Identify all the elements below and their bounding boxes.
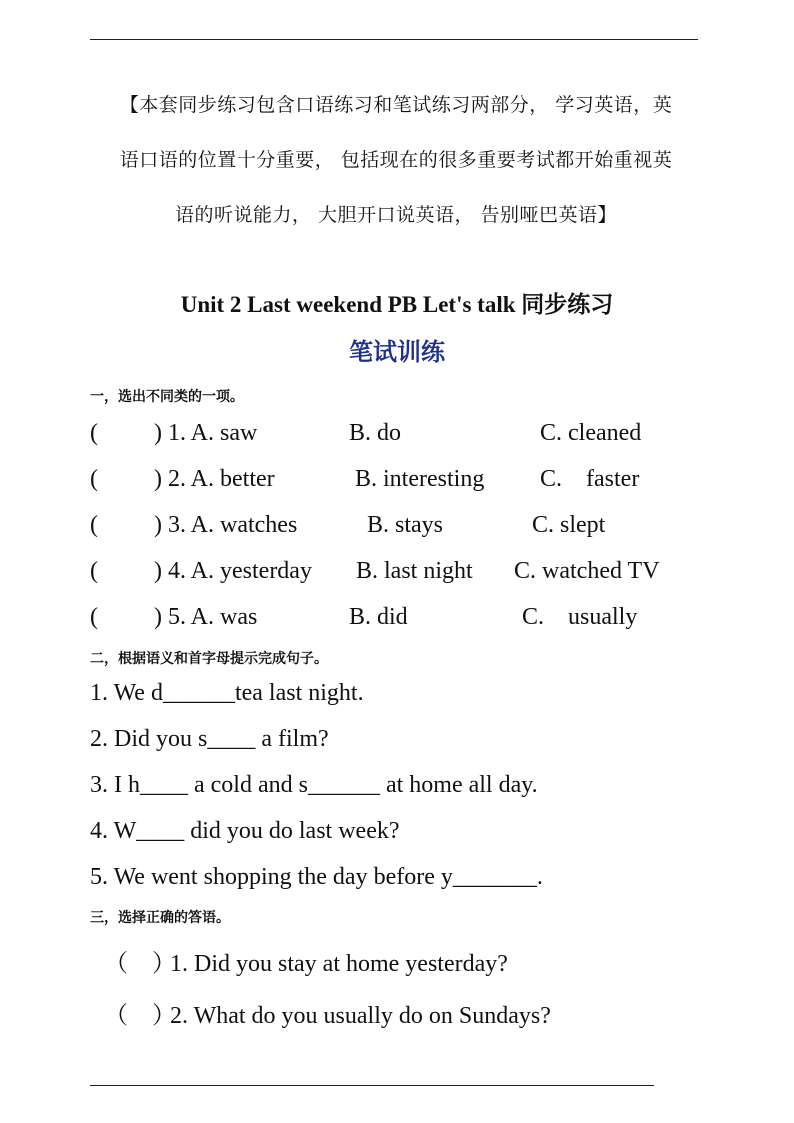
worksheet-subtitle: 笔试训练 xyxy=(349,337,445,366)
option-a: ) 5. A. was xyxy=(154,604,258,630)
fill-in-sentence: 2. Did you s____ a film? xyxy=(90,726,329,752)
section2-heading: 二，根据语义和首字母提示完成句子。 xyxy=(90,651,328,667)
intro-paragraph xyxy=(88,78,704,243)
option-a: ) 3. A. watches xyxy=(154,512,298,538)
option-c: C. cleaned xyxy=(540,420,642,446)
open-paren[interactable]: ( xyxy=(90,512,98,538)
bottom-rule xyxy=(90,1085,654,1086)
top-rule xyxy=(90,39,698,40)
fill-in-sentence: 5. We went shopping the day before y_______. xyxy=(90,864,543,890)
option-b: B. interesting xyxy=(355,466,485,492)
open-paren[interactable]: ( xyxy=(90,466,98,492)
option-c: C. slept xyxy=(532,512,606,538)
fill-in-sentence: 1. We d______tea last night. xyxy=(90,680,364,706)
section1-heading: 一，选出不同类的一项。 xyxy=(90,389,244,405)
option-b: B. last night xyxy=(356,558,473,584)
section3-heading: 三，选择正确的答语。 xyxy=(90,910,230,926)
worksheet-title: Unit 2 Last weekend PB Let's talk 同步练习 xyxy=(180,292,614,317)
intro-line: 语口语的位置十分重要， 包括现在的很多重要考试都开始重视英 xyxy=(119,149,673,171)
open-paren[interactable]: ( xyxy=(90,558,98,584)
option-b: B. stays xyxy=(367,512,444,538)
open-paren[interactable]: ( xyxy=(90,420,98,446)
intro-line: 【本套同步练习包含口语练习和笔试练习两部分， 学习英语，英 xyxy=(119,94,673,116)
answer-row xyxy=(104,943,508,978)
option-b: B. do xyxy=(349,420,402,446)
option-c: C. watched TV xyxy=(514,558,660,584)
option-a: ) 4. A. yesterday xyxy=(154,558,312,584)
option-b: B. did xyxy=(349,604,408,630)
answer-row xyxy=(104,995,551,1030)
fill-in-sentence: 4. W____ did you do last week? xyxy=(90,818,400,844)
question-text: 1. Did you stay at home yesterday? xyxy=(170,951,508,977)
question-text: 2. What do you usually do on Sundays? xyxy=(170,1003,551,1029)
open-paren[interactable]: ( xyxy=(90,604,98,630)
option-c: C. faster xyxy=(540,466,640,492)
answer-blank[interactable]: （ ） xyxy=(104,1003,176,1029)
answer-blank[interactable]: （ ） xyxy=(104,951,176,977)
intro-line: 语的听说能力， 大胆开口说英语， 告别哑巴英语】 xyxy=(174,204,618,226)
option-a: ) 1. A. saw xyxy=(154,420,258,446)
option-c: C. usually xyxy=(522,604,638,630)
fill-in-sentence: 3. I h____ a cold and s______ at home all day. xyxy=(90,772,538,798)
option-a: ) 2. A. better xyxy=(154,466,275,492)
